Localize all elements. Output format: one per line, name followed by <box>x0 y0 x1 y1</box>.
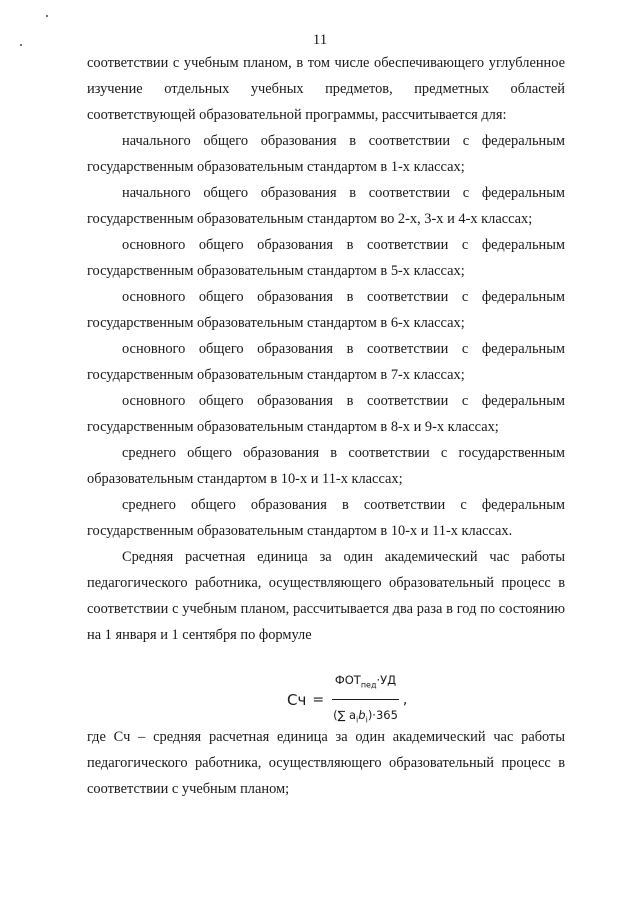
paragraph: среднего общего образования в соответствии с федеральным государственным образовательным стандартом в 10-х и 11-х классах. <box>87 497 565 539</box>
formula-comma: , <box>402 692 408 709</box>
paragraph: основного общего образования в соответствии с федеральным государственным образовательным стандартом в 7-х классах; <box>87 341 565 383</box>
numerator-main: ФОТ <box>334 673 361 687</box>
denominator-tail: )·365 <box>367 708 398 723</box>
paragraph: начального общего образования в соответствии с федеральным государственным образовательным стандартом во 2-х, 3-х и 4-х классах; <box>87 185 565 227</box>
numerator-subscript: пед <box>360 680 377 690</box>
formula-fraction <box>330 667 401 734</box>
formula-block <box>87 648 565 724</box>
denominator-b: b <box>358 708 366 723</box>
formula-lhs: Сч <box>287 691 307 710</box>
formula-numerator <box>332 667 399 700</box>
formula <box>287 667 407 734</box>
paragraph: среднего общего образования в соответствии с государственным образовательным стандартом в 10-х и 11-х классах; <box>87 445 565 487</box>
paragraph: Средняя расчетная единица за один академический час работы педагогического работника, осуществляющего образовательный процесс в соответствии с учебным планом, рассчитывается два раза в год по состоянию на 1 января и 1 сентября по формуле <box>87 549 565 643</box>
page-number: 11 <box>312 32 328 48</box>
document-body <box>87 50 565 802</box>
denominator-open: (∑ a <box>333 708 357 723</box>
formula-equals: = <box>312 692 325 709</box>
scan-speck <box>46 15 48 17</box>
paragraph: начального общего образования в соответствии с федеральным государственным образовательным стандартом в 1-х классах; <box>87 133 565 175</box>
paragraph: где Сч – средняя расчетная единица за один академический час работы педагогического работника, осуществляющего образовательный процесс в соответствии с учебным планом; <box>87 729 565 797</box>
denominator-sub-a: i <box>356 715 359 725</box>
denominator-sub-b: i <box>365 715 368 725</box>
formula-denominator <box>330 700 401 733</box>
numerator-tail: ·УД <box>376 673 397 687</box>
paragraph: основного общего образования в соответствии с федеральным государственным образовательным стандартом в 5-х классах; <box>87 237 565 279</box>
paragraph: соответствии с учебным планом, в том числе обеспечивающего углубленное изучение отдельных учебных предметов, предметных областей соответствующей образовательной программы, рассчитывается для: <box>87 55 565 123</box>
paragraph: основного общего образования в соответствии с федеральным государственным образовательным стандартом в 8-х и 9-х классах; <box>87 393 565 435</box>
paragraph: основного общего образования в соответствии с федеральным государственным образовательным стандартом в 6-х классах; <box>87 289 565 331</box>
